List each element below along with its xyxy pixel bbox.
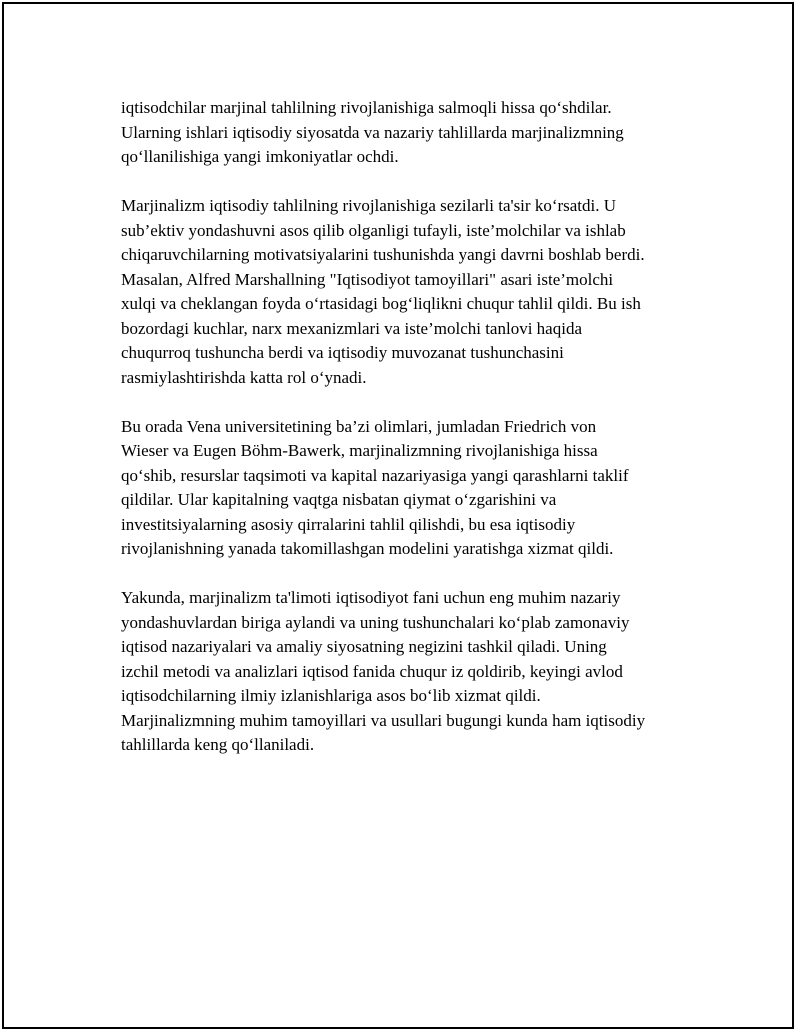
text-line: investitsiyalarning asosiy qirralarini tahlil qilishdi, bu esa iqtisodiy <box>121 514 576 534</box>
page-frame <box>2 2 794 1029</box>
text-line: Ularning ishlari iqtisodiy siyosatda va nazariy tahlillarda marjinalizmning <box>121 122 624 142</box>
text-line: sub’ektiv yondashuvni asos qilib olganligi tufayli, iste’molchilar va ishlab <box>121 220 626 240</box>
text-line: iqtisodchilar marjinal tahlilning rivojlanishiga salmoqli hissa qo‘shdilar. <box>121 98 612 117</box>
text-line: rasmiylashtirishda katta rol o‘ynadi. <box>121 367 367 387</box>
text-line: chiqaruvchilarning motivatsiyalarini tushunishda yangi davrni boshlab berdi. <box>121 245 645 264</box>
text-line: rivojlanishning yanada takomillashgan modelini yaratishga xizmat qildi. <box>121 539 614 558</box>
text-line: izchil metodi va analizlari iqtisod fanida chuqur iz qoldirib, keyingi avlod <box>121 661 623 681</box>
text-line: Wieser va Eugen Böhm-Bawerk, marjinalizmning rivojlanishiga hissa <box>121 441 598 460</box>
text-line: iqtisod nazariyalari va amaliy siyosatning negizini tashkil qiladi. Uning <box>121 637 607 656</box>
document-body <box>121 96 711 782</box>
text-line: bozordagi kuchlar, narx mexanizmlari va iste’molchi tanlovi haqida <box>121 318 582 338</box>
text-line: qildilar. Ular kapitalning vaqtga nisbatan qiymat o‘zgarishini va <box>121 490 557 509</box>
paragraph-3 <box>121 415 711 562</box>
text-line: qo‘llanilishiga yangi imkoniyatlar ochdi. <box>121 147 399 166</box>
text-line: Marjinalizmning muhim tamoyillari va usullari bugungi kunda ham iqtisodiy <box>121 710 646 730</box>
text-line: qo‘shib, resurslar taqsimoti va kapital nazariyasiga yangi qarashlarni taklif <box>121 465 629 485</box>
text-line: chuqurroq tushuncha berdi va iqtisodiy muvozanat tushunchasini <box>121 343 564 362</box>
text-line: xulqi va cheklangan foyda o‘rtasidagi bog‘liqlikni chuqur tahlil qildi. Bu ish <box>121 294 641 313</box>
paragraph-1 <box>121 96 711 170</box>
paragraph-4 <box>121 586 711 758</box>
text-line: tahlillarda keng qo‘llaniladi. <box>121 735 315 754</box>
paragraph-2 <box>121 194 711 390</box>
text-line: Yakunda, marjinalizm ta'limoti iqtisodiyot fani uchun eng muhim nazariy <box>121 588 621 607</box>
text-line: Bu orada Vena universitetining ba’zi olimlari, jumladan Friedrich von <box>121 416 597 436</box>
text-line: Masalan, Alfred Marshallning "Iqtisodiyot tamoyillari" asari iste’molchi <box>121 269 614 289</box>
text-line: Marjinalizm iqtisodiy tahlilning rivojlanishiga sezilarli ta'sir ko‘rsatdi. U <box>121 196 617 215</box>
text-line: iqtisodchilarning ilmiy izlanishlariga asos bo‘lib xizmat qildi. <box>121 686 541 705</box>
text-line: yondashuvlardan biriga aylandi va uning tushunchalari ko‘plab zamonaviy <box>121 612 630 632</box>
